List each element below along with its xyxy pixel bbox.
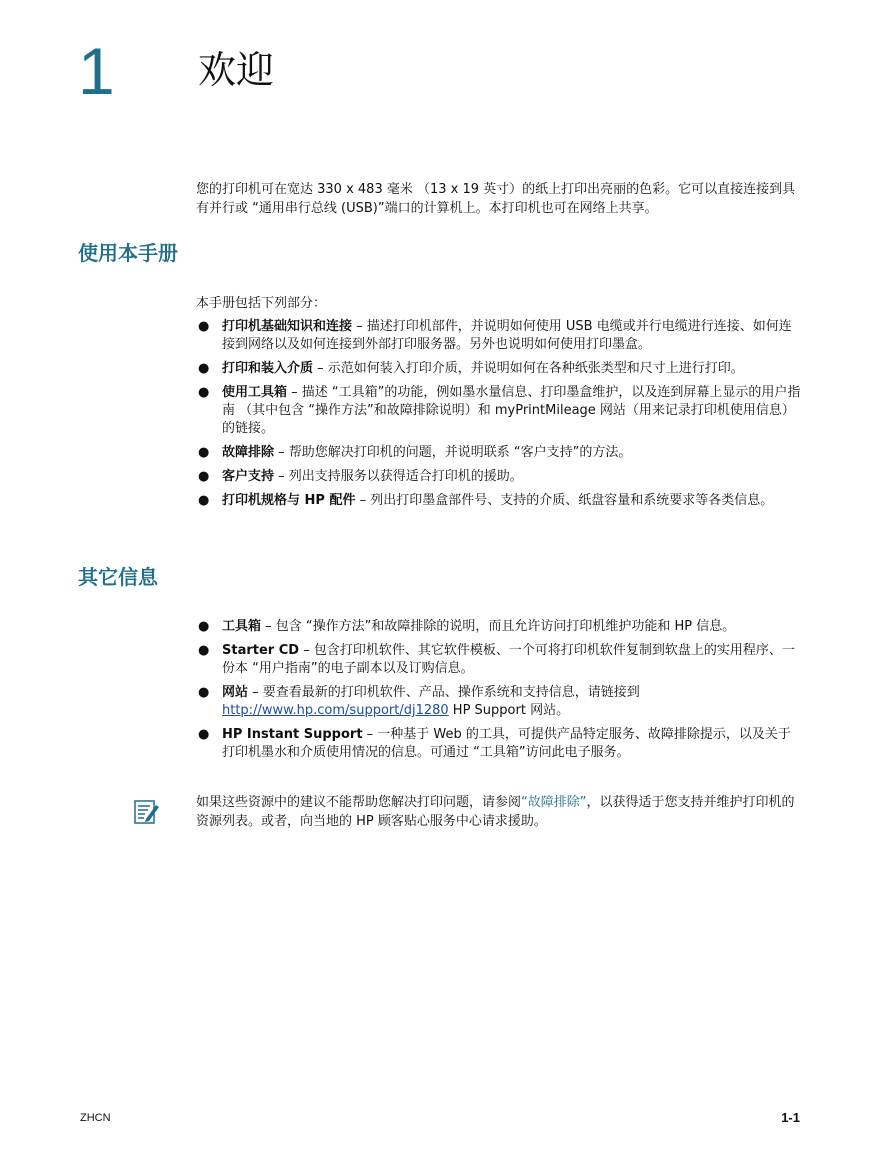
chapter-title: 欢迎 xyxy=(198,48,275,92)
list-item xyxy=(196,318,802,354)
item-text: – 帮助您解决打印机的问题，并说明联系 “客户支持”的方法。 xyxy=(274,445,632,460)
list-item xyxy=(196,384,802,438)
bullet-icon: ● xyxy=(198,319,210,334)
item-title: 工具箱 xyxy=(222,619,262,634)
list-item xyxy=(196,468,802,486)
hp-support-link[interactable]: http://www.hp.com/support/dj1280 xyxy=(222,703,449,718)
note-pencil-icon xyxy=(132,797,162,827)
list-item xyxy=(196,726,802,762)
manual-contents-list xyxy=(196,318,802,516)
item-title: 打印和装入介质 xyxy=(222,361,314,376)
item-title: Starter CD xyxy=(222,643,300,658)
section-heading-manual: 使用本手册 xyxy=(78,241,178,265)
bullet-icon: ● xyxy=(198,469,210,484)
troubleshooting-xref[interactable]: “故障排除” xyxy=(521,795,587,810)
item-text-after: HP Support 网站。 xyxy=(448,703,570,718)
list-item xyxy=(196,684,802,720)
item-title: 打印机规格与 HP 配件 xyxy=(222,493,356,508)
item-text: – 包含 “操作方法”和故障排除的说明，而且允许访问打印机维护功能和 HP 信息。 xyxy=(261,619,736,634)
item-title: 使用工具箱 xyxy=(222,385,288,400)
item-text: – 描述 “工具箱”的功能，例如墨水量信息、打印墨盒维护，以及连到屏幕上显示的用户指南 （其中包含 “操作方法”和故障排除说明）和 myPrintMileage 网站（用来记录打印机使用信息）的链接。 xyxy=(222,385,801,436)
bullet-icon: ● xyxy=(198,385,210,400)
list-item xyxy=(196,642,802,678)
item-title: 网站 xyxy=(222,685,249,700)
list-item xyxy=(196,492,802,510)
item-text: – 一种基于 Web 的工具，可提供产品特定服务、故障排除提示，以及关于打印机墨水和介质使用情况的信息。可通过 “工具箱”访问此电子服务。 xyxy=(222,727,791,760)
section-heading-more-info: 其它信息 xyxy=(78,565,158,589)
bullet-icon: ● xyxy=(198,361,210,376)
footer-page-number: 1-1 xyxy=(781,1110,800,1125)
bullet-icon: ● xyxy=(198,493,210,508)
note-before: 如果这些资源中的建议不能帮助您解决打印问题，请参阅 xyxy=(196,795,522,810)
section-lead: 本手册包括下列部分： xyxy=(196,296,327,311)
note-after: ，以获得适于您支持并维护打印机的资源列表。或者，向当地的 HP 顾客贴心服务中心请求援助。 xyxy=(196,795,795,829)
item-text: – 列出支持服务以获得适合打印机的援助。 xyxy=(274,469,523,484)
list-item xyxy=(196,618,802,636)
item-text: – 示范如何装入打印介质，并说明如何在各种纸张类型和尺寸上进行打印。 xyxy=(313,361,744,376)
item-title: 打印机基础知识和连接 xyxy=(222,319,353,334)
item-text: – 描述打印机部件，并说明如何使用 USB 电缆或并行电缆进行连接、如何连接到网络以及如何连接到外部打印服务器。另外也说明如何使用打印墨盒。 xyxy=(222,319,792,352)
item-text: – 包含打印机软件、其它软件模板、一个可将打印机软件复制到软盘上的实用程序、一份本 “用户指南”的电子副本以及订购信息。 xyxy=(222,643,795,676)
list-item xyxy=(196,360,802,378)
note-text xyxy=(196,793,796,831)
item-text: – 列出打印墨盒部件号、支持的介质、纸盘容量和系统要求等各类信息。 xyxy=(355,493,774,508)
chapter-number: 1 xyxy=(78,34,115,108)
bullet-icon: ● xyxy=(198,445,210,460)
bullet-icon: ● xyxy=(198,727,210,742)
item-title: 客户支持 xyxy=(222,469,275,484)
item-text: – 要查看最新的打印机软件、产品、操作系统和支持信息，请链接到 xyxy=(248,685,640,700)
bullet-icon: ● xyxy=(198,643,210,658)
list-item xyxy=(196,444,802,462)
bullet-icon: ● xyxy=(198,685,210,700)
footer-language: ZHCN xyxy=(80,1112,111,1124)
bullet-icon: ● xyxy=(198,619,210,634)
more-info-list xyxy=(196,618,802,768)
item-title: 故障排除 xyxy=(222,445,275,460)
item-title: HP Instant Support xyxy=(222,727,363,742)
intro-paragraph: 您的打印机可在宽达 330 x 483 毫米 （13 x 19 英寸）的纸上打印出亮丽的色彩。它可以直接连接到具有并行或 “通用串行总线 (USB)”端口的计算机上。本打印机也可在网络上共享。 xyxy=(196,182,796,216)
